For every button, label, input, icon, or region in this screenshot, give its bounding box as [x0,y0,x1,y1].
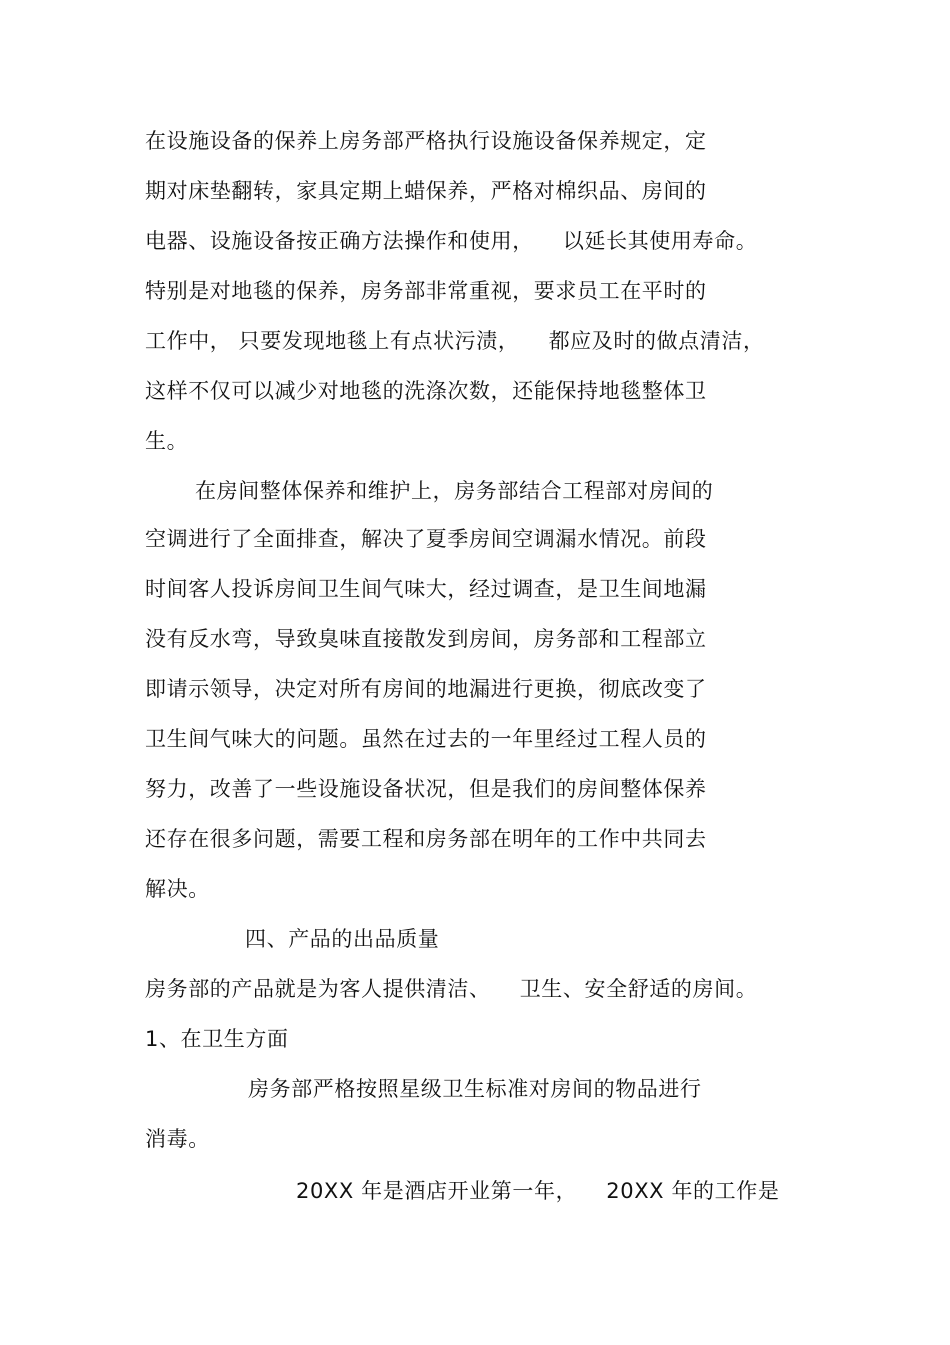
paragraph-line-10: 时间客人投诉房间卫生间气味大，经过调查，是卫生间地漏 [145,577,707,601]
paragraph-line-18: 房务部的产品就是为客人提供清洁、 卫生、安全舒适的房间。 [145,977,758,1001]
paragraph-line-6: 这样不仅可以减少对地毯的洗涤次数，还能保持地毯整体卫 [145,379,707,403]
paragraph-line-11: 没有反水弯，导致臭味直接散发到房间，房务部和工程部立 [145,627,707,651]
paragraph-line-3: 电器、设施设备按正确方法操作和使用， 以延长其使用寿命。 [145,229,758,253]
paragraph-line-7: 生。 [145,429,189,453]
paragraph-line-16: 解决。 [145,877,210,901]
paragraph-line-4: 特别是对地毯的保养，房务部非常重视，要求员工在平时的 [145,279,707,303]
paragraph-line-14: 努力，改善了一些设施设备状况，但是我们的房间整体保养 [145,777,707,801]
subsection-heading: 1、在卫生方面 [145,1027,289,1051]
paragraph-line-20: 房务部严格按照星级卫生标准对房间的物品进行 [248,1077,702,1101]
paragraph-line-2: 期对床垫翻转，家具定期上蜡保养，严格对棉织品、房间的 [145,179,707,203]
paragraph-line-1: 在设施设备的保养上房务部严格执行设施设备保养规定，定 [145,129,707,153]
paragraph-line-15: 还存在很多问题，需要工程和房务部在明年的工作中共同去 [145,827,707,851]
paragraph-line-22: 20XX 年是酒店开业第一年， 20XX 年的工作是 [296,1179,780,1203]
paragraph-line-21: 消毒。 [145,1127,210,1151]
paragraph-line-8: 在房间整体保养和维护上，房务部结合工程部对房间的 [195,479,714,503]
paragraph-line-13: 卫生间气味大的问题。虽然在过去的一年里经过工程人员的 [145,727,707,751]
paragraph-line-9: 空调进行了全面排查，解决了夏季房间空调漏水情况。前段 [145,527,707,551]
paragraph-line-12: 即请示领导，决定对所有房间的地漏进行更换，彻底改变了 [145,677,707,701]
paragraph-line-5: 工作中， 只要发现地毯上有点状污渍， 都应及时的做点清洁， [145,329,765,353]
section-heading: 四、产品的出品质量 [245,927,440,951]
